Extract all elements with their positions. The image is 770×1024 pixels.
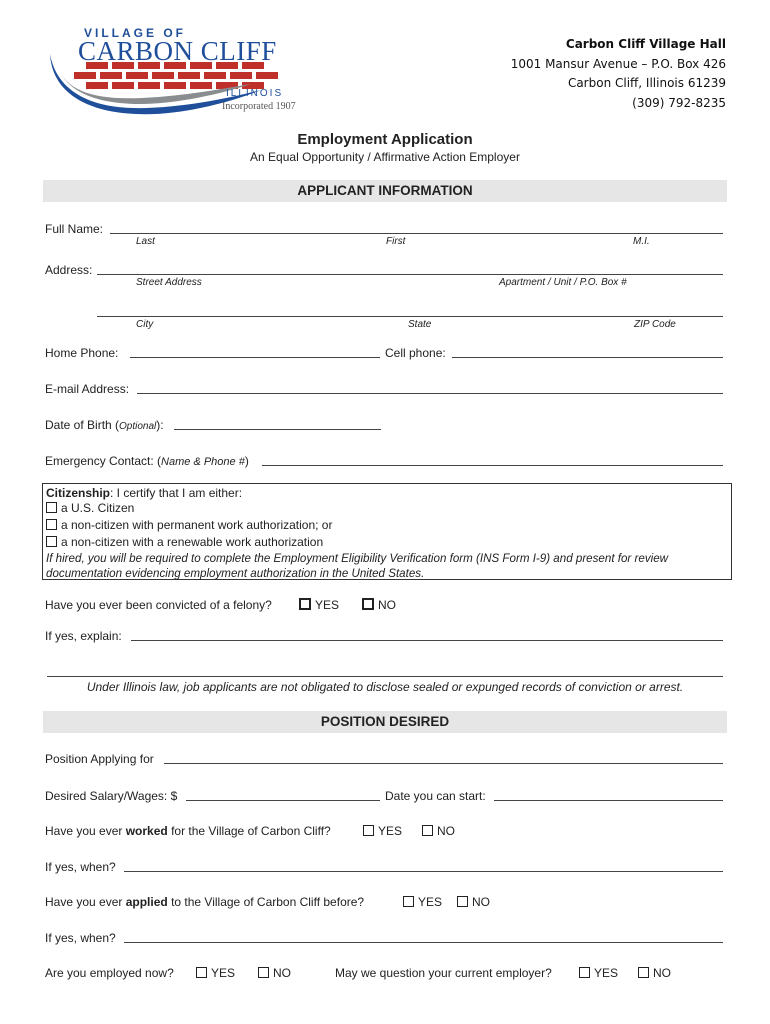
street-address-field[interactable]: [97, 274, 723, 275]
felony-explain-label: If yes, explain:: [45, 629, 122, 643]
checkbox-icon[interactable]: [457, 896, 468, 907]
checkbox-icon[interactable]: [422, 825, 433, 836]
applied-yes-option[interactable]: [403, 895, 442, 909]
salary-field[interactable]: [186, 800, 380, 801]
address-name: Carbon Cliff Village Hall: [565, 37, 726, 51]
citizenship-label: Citizenship: [46, 486, 111, 500]
city-state-zip-field[interactable]: [97, 316, 723, 317]
checkbox-icon[interactable]: [638, 967, 649, 978]
felony-no-label: NO: [378, 598, 396, 612]
checkbox-icon[interactable]: [362, 598, 374, 610]
emergency-contact-field[interactable]: [262, 465, 723, 466]
worked-no-option[interactable]: [422, 824, 455, 838]
home-phone-field[interactable]: [130, 357, 380, 358]
full-name-label: Full Name:: [45, 222, 104, 236]
position-applying-field[interactable]: [164, 763, 723, 764]
last-name-sublabel: Last: [136, 236, 155, 247]
applicant-info-header: APPLICANT INFORMATION: [43, 180, 727, 202]
dob-optional: Optional: [119, 421, 157, 432]
illinois-disclaimer: Under Illinois law, job applicants are not obligated to disclose sealed or expunged records of conviction or arrest.: [86, 680, 684, 694]
checkbox-icon[interactable]: [196, 967, 207, 978]
employed-no-label: NO: [273, 966, 291, 980]
start-date-label: Date you can start:: [385, 789, 486, 803]
dob-field[interactable]: [174, 429, 381, 430]
felony-explain-field-2[interactable]: [47, 676, 723, 677]
felony-yes-option[interactable]: [299, 598, 339, 612]
zip-sublabel: ZIP Code: [634, 319, 676, 330]
worked-question: [45, 824, 331, 838]
village-address: [511, 35, 726, 113]
citizenship-option-label: a U.S. Citizen: [61, 501, 135, 515]
worked-pre: Have you ever: [45, 824, 126, 838]
worked-yes-label: YES: [378, 824, 403, 838]
felony-yes-label: YES: [315, 598, 340, 612]
checkbox-icon[interactable]: [46, 502, 57, 513]
citizenship-option-renewable[interactable]: [46, 535, 323, 549]
emergency-post: ): [244, 454, 249, 468]
employed-yes-label: YES: [211, 966, 236, 980]
citizenship-box: [42, 483, 732, 580]
citizenship-intro-text: : I certify that I am either:: [110, 486, 243, 500]
worked-post: for the Village of Carbon Cliff?: [167, 824, 331, 838]
citizenship-option-us[interactable]: [46, 501, 134, 515]
question-employer-yes-option[interactable]: [579, 966, 618, 980]
checkbox-icon[interactable]: [299, 598, 311, 610]
address-street: 1001 Mansur Avenue – P.O. Box 426: [510, 56, 726, 71]
worked-yes-option[interactable]: [363, 824, 402, 838]
applied-no-option[interactable]: [457, 895, 490, 909]
cell-phone-field[interactable]: [452, 357, 723, 358]
logo-name: CARBON CLIFF: [78, 36, 277, 66]
felony-question: Have you ever been convicted of a felony?: [45, 598, 272, 612]
question-employer-no-label: NO: [653, 966, 671, 980]
dob-label-post: ):: [156, 418, 164, 432]
question-employer-label: May we question your current employer?: [335, 966, 552, 980]
worked-no-label: NO: [437, 824, 455, 838]
checkbox-icon[interactable]: [579, 967, 590, 978]
logo-incorporated: Incorporated 1907: [222, 101, 296, 112]
home-phone-label: Home Phone:: [45, 346, 119, 360]
address-label: Address:: [45, 263, 93, 277]
position-applying-label: Position Applying for: [45, 752, 154, 766]
emergency-label: [45, 454, 249, 468]
street-sublabel: Street Address: [136, 277, 202, 288]
first-name-sublabel: First: [386, 236, 406, 247]
checkbox-icon[interactable]: [403, 896, 414, 907]
felony-no-option[interactable]: [362, 598, 396, 612]
form-subtitle: An Equal Opportunity / Affirmative Action Employer: [250, 150, 520, 164]
emergency-italic: Name & Phone #: [161, 456, 245, 468]
worked-bold: worked: [125, 824, 168, 838]
salary-label: Desired Salary/Wages: $: [45, 789, 178, 803]
checkbox-icon[interactable]: [46, 536, 57, 547]
applied-when-label: If yes, when?: [45, 931, 116, 945]
mi-sublabel: M.I.: [633, 236, 650, 247]
applied-when-field[interactable]: [124, 942, 723, 943]
checkbox-icon[interactable]: [46, 519, 57, 530]
i9-note-line1: If hired, you will be required to complete the Employment Eligibility Verification form (INS Form I-9) and present for review: [46, 552, 669, 565]
applied-post: to the Village of Carbon Cliff before?: [167, 895, 365, 909]
employed-question: Are you employed now?: [45, 966, 174, 980]
dob-label: [45, 418, 164, 432]
applied-bold: applied: [125, 895, 168, 909]
email-label: E-mail Address:: [45, 382, 130, 396]
email-field[interactable]: [137, 393, 723, 394]
question-employer-no-option[interactable]: [638, 966, 671, 980]
employed-no-option[interactable]: [258, 966, 291, 980]
apt-sublabel: Apartment / Unit / P.O. Box #: [499, 277, 627, 288]
checkbox-icon[interactable]: [258, 967, 269, 978]
citizenship-option-label: a non-citizen with permanent work authorization; or: [61, 518, 333, 532]
applied-pre: Have you ever: [45, 895, 126, 909]
worked-when-label: If yes, when?: [45, 860, 116, 874]
address-phone: (309) 792-8235: [632, 95, 726, 110]
citizenship-option-label: a non-citizen with a renewable work authorization: [61, 535, 324, 549]
address-city: Carbon Cliff, Illinois 61239: [567, 76, 726, 90]
cell-phone-label: Cell phone:: [385, 346, 446, 360]
question-employer-yes-label: YES: [594, 966, 619, 980]
applied-no-label: NO: [472, 895, 490, 909]
logo-top-text: VILLAGE OF: [84, 26, 186, 40]
full-name-field[interactable]: [110, 233, 723, 234]
checkbox-icon[interactable]: [363, 825, 374, 836]
employed-yes-option[interactable]: [196, 966, 235, 980]
emergency-pre: Emergency Contact: (: [45, 454, 162, 468]
i9-note-line2: documentation evidencing employment authorization in the United States.: [46, 567, 425, 580]
form-title: Employment Application: [297, 131, 473, 148]
citizenship-option-permanent[interactable]: [46, 518, 332, 532]
worked-when-field[interactable]: [124, 871, 723, 872]
citizenship-intro: [46, 486, 242, 500]
applied-question: [45, 895, 364, 909]
applied-yes-label: YES: [418, 895, 443, 909]
position-desired-header: POSITION DESIRED: [43, 711, 727, 733]
dob-label-pre: Date of Birth (: [45, 418, 120, 432]
village-logo: [46, 28, 316, 116]
state-sublabel: State: [408, 319, 432, 330]
start-date-field[interactable]: [494, 800, 723, 801]
city-sublabel: City: [136, 319, 154, 330]
felony-explain-field[interactable]: [131, 640, 723, 641]
logo-state: ILLINOIS: [226, 88, 284, 99]
